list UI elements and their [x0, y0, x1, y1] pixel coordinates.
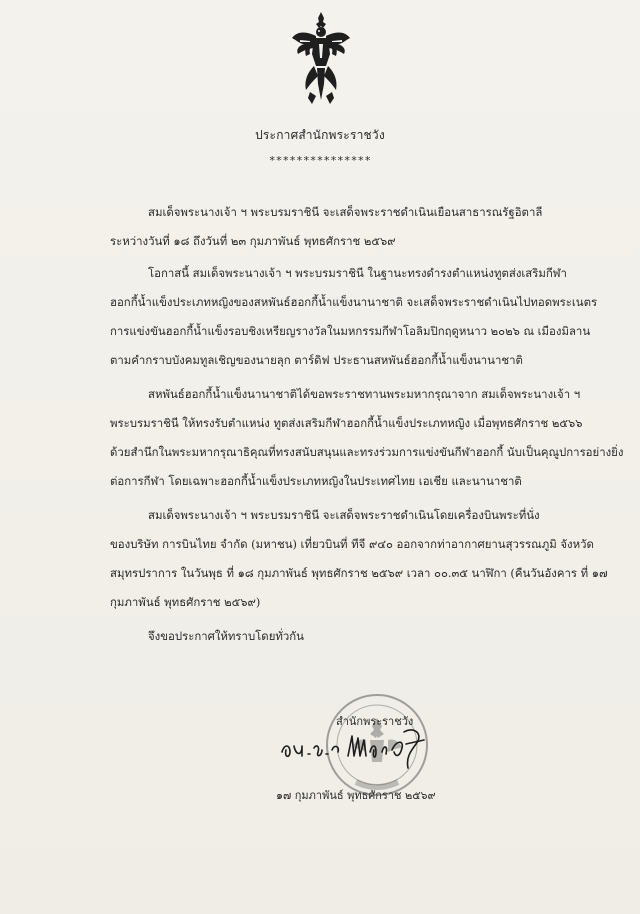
paragraph-line: การแข่งขันฮอกกี้น้ำแข็งรอบชิงเหรียญรางวัลในมหกรรมกีฬาโอลิมปิกฤดูหนาว ๒๐๒๖ ณ เมืองมิลาน — [110, 324, 591, 338]
paragraph-line: โอกาสนี้ สมเด็จพระนางเจ้า ฯ พระบรมราชินี ในฐานะทรงดำรงตำแหน่งทูตส่งเสริมกีฬา — [148, 266, 567, 280]
paragraph-line: สมเด็จพระนางเจ้า ฯ พระบรมราชินี จะเสด็จพระราชดำเนินเยือนสาธารณรัฐอิตาลี — [148, 205, 543, 219]
signing-date: ๑๗ กุมภาพันธ์ พุทธศักราช ๒๕๖๙ — [276, 789, 436, 802]
paragraph-line: ด้วยสำนึกในพระมหากรุณาธิคุณที่ทรงสนับสนุนและทรงร่วมการแข่งขันกีฬาฮอกกี้ นับเป็นคุณูปการอย่างยิ่ง — [110, 445, 624, 459]
paragraph-line: สหพันธ์ฮอกกี้น้ำแข็งนานาชาติได้ขอพระราชทานพระมหากรุณาจาก สมเด็จพระนางเจ้า ฯ — [148, 387, 581, 401]
paragraph-line: ต่อการกีฬา โดยเฉพาะฮอกกี้น้ำแข็งประเภทหญิงในประเทศไทย เอเชีย และนานาชาติ — [110, 474, 522, 488]
paragraph-line: สมเด็จพระนางเจ้า ฯ พระบรมราชินี จะเสด็จพระราชดำเนินโดยเครื่องบินพระที่นั่ง — [148, 508, 540, 522]
title-separator: *************** — [268, 154, 372, 167]
paragraph-line: ฮอกกี้น้ำแข็งประเภทหญิงของสหพันธ์ฮอกกี้น้ำแข็งนานาชาติ จะเสด็จพระราชดำเนินไปทอดพระเนตร — [110, 295, 598, 309]
signing-organization: สำนักพระราชวัง — [336, 715, 414, 728]
closing-line: จึงขอประกาศให้ทราบโดยทั่วกัน — [148, 629, 304, 643]
garuda-emblem-icon — [290, 10, 352, 106]
paragraph-line: สมุทรปราการ ในวันพุธ ที่ ๑๘ กุมภาพันธ์ พุทธศักราช ๒๕๖๙ เวลา ๐๐.๓๕ นาฬิกา (คืนวันอังคาร ที่ ๑๗ — [110, 566, 608, 580]
handwritten-signature — [278, 722, 428, 774]
paragraph-line: ตามคำกราบบังคมทูลเชิญของนายลุก ตาร์ดิฟ ประธานสหพันธ์ฮอกกี้น้ำแข็งนานาชาติ — [110, 353, 523, 367]
announcement-title: ประกาศสำนักพระราชวัง — [255, 128, 385, 142]
paragraph-line: พระบรมราชินี ให้ทรงรับตำแหน่ง ทูตส่งเสริมกีฬาฮอกกี้น้ำแข็งประเภทหญิง เมื่อพุทธศักราช ๒๕๖๖ — [110, 416, 583, 430]
paragraph-line: ของบริษัท การบินไทย จำกัด (มหาชน) เที่ยวบินที่ ทีจี ๙๔๐ ออกจากท่าอากาศยานสุวรรณภูมิ จังหวัด — [110, 537, 594, 551]
paragraph-line: กุมภาพันธ์ พุทธศักราช ๒๕๖๙) — [110, 595, 261, 609]
paragraph-line: ระหว่างวันที่ ๑๘ ถึงวันที่ ๒๓ กุมภาพันธ์ พุทธศักราช ๒๕๖๙ — [110, 234, 396, 248]
